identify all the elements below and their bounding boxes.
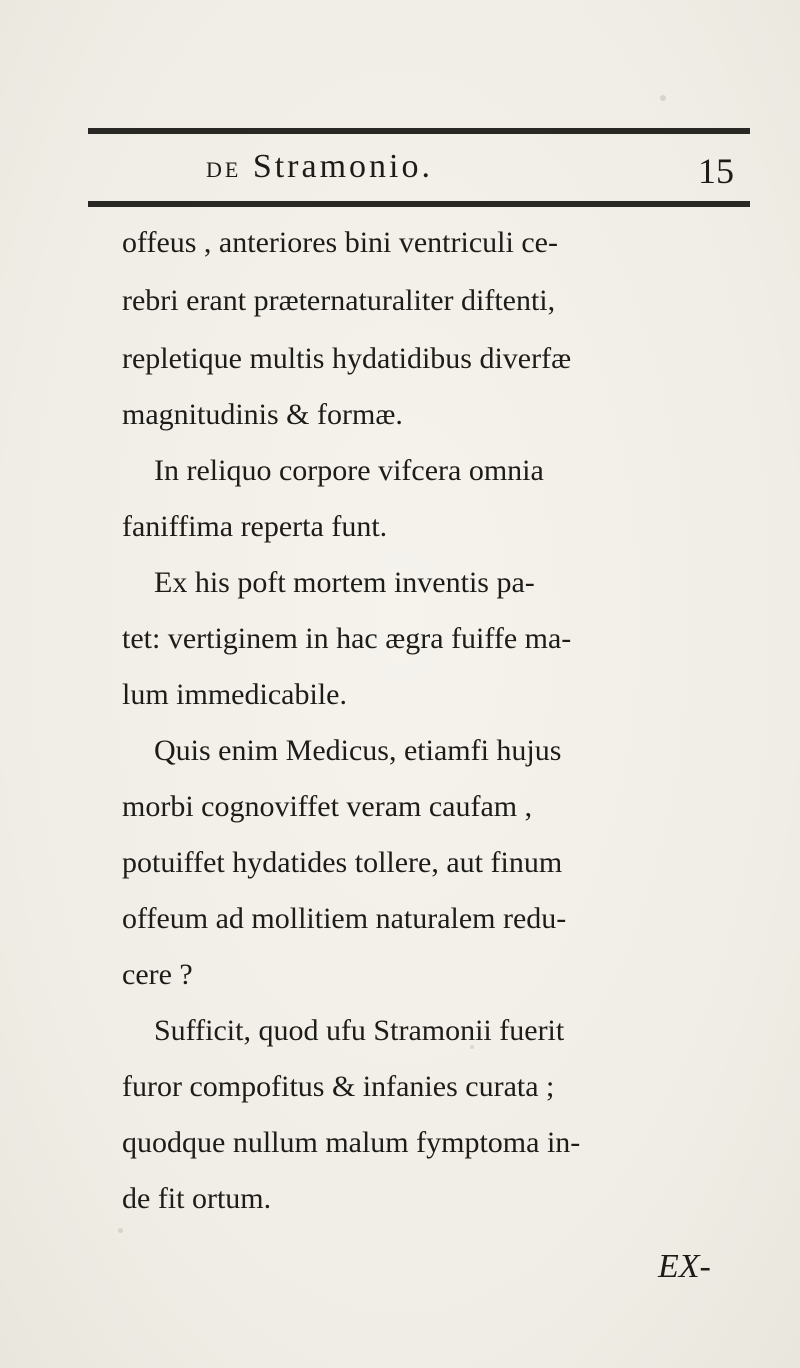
ink-speck (118, 1228, 123, 1233)
header-rule-top (88, 128, 750, 134)
text-line: magnitudinis & formæ. (122, 398, 403, 431)
text-line: Quis enim Medicus, etiamfi hujus (154, 734, 562, 767)
header-rule-bottom (88, 201, 750, 207)
text-line: cere ? (122, 958, 193, 991)
text-line: repletique multis hydatidibus diverfæ (122, 342, 572, 375)
text-line: faniffima reperta funt. (122, 510, 388, 543)
text-line: rebri erant præternaturaliter diftenti, (122, 284, 556, 317)
page-number: 15 (698, 151, 734, 191)
running-head-title: Stramonio. (252, 148, 433, 185)
catchword: EX- (658, 1248, 711, 1285)
text-line: offeum ad mollitiem naturalem redu- (122, 902, 567, 935)
ink-speck (660, 95, 666, 101)
text-line: offeus , anteriores bini ventriculi ce- (122, 226, 558, 259)
text-line: morbi cognoviffet veram caufam , (122, 790, 533, 823)
running-head (206, 148, 433, 186)
text-line: potuiffet hydatides tollere, aut finum (122, 846, 563, 879)
text-line: de fit ortum. (122, 1182, 272, 1215)
text-line: tet: vertiginem in hac ægra fuiffe ma- (122, 622, 572, 655)
text-line: lum immedicabile. (122, 678, 347, 711)
text-line: In reliquo corpore vifcera omnia (154, 454, 544, 487)
text-line: quodque nullum malum fymptoma in- (122, 1126, 581, 1159)
running-head-prefix: DE (206, 157, 242, 182)
text-line: furor compofitus & infanies curata ; (122, 1070, 555, 1103)
text-line: Ex his poft mortem inventis pa- (154, 566, 535, 599)
text-line: Sufficit, quod ufu Stramonii fuerit (154, 1014, 565, 1047)
